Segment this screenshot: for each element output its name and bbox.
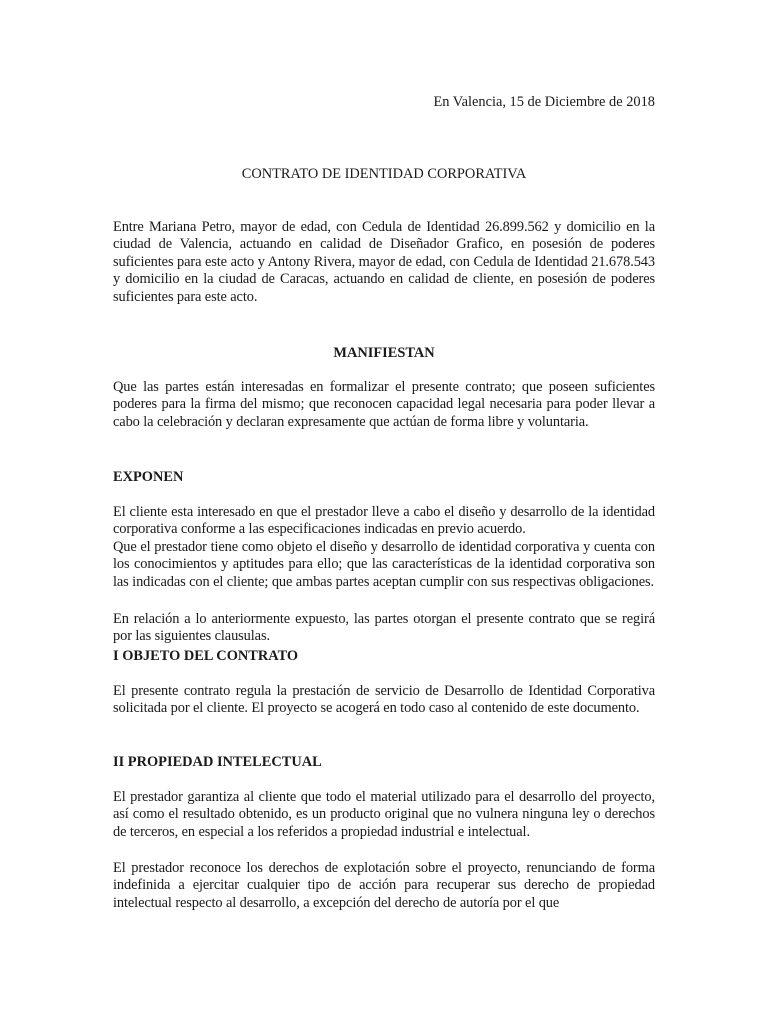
propiedad-heading: II PROPIEDAD INTELECTUAL: [113, 754, 322, 770]
exponen-heading: EXPONEN: [113, 469, 184, 485]
document-title: CONTRATO DE IDENTIDAD CORPORATIVA: [241, 166, 527, 182]
exponen-paragraph-3: En relación a lo anteriormente expuesto, las partes otorgan el presente contrato que se regirá por las siguientes clausulas.: [113, 611, 655, 645]
date-line: En Valencia, 15 de Diciembre de 2018: [433, 94, 655, 110]
propiedad-paragraph-1: El prestador garantiza al cliente que todo el material utilizado para el desarrollo del proyecto, así como el resultado obtenido, es un producto original que no vulnera ninguna ley o derechos de terceros, en especial a los referidos a propiedad industrial e intelectual.: [113, 789, 655, 840]
intro-paragraph: Entre Mariana Petro, mayor de edad, con Cedula de Identidad 26.899.562 y domicilio en la ciudad de Valencia, actuando en calidad de Diseñador Grafico, en posesión de poderes suficientes para este acto y Antony Rivera, mayor de edad, con Cedula de Identidad 21.678.543 y domicilio en la ciudad de Caracas, actuando en calidad de cliente, en posesión de poderes suficientes para este acto.: [113, 219, 655, 305]
propiedad-paragraph-2: El prestador reconoce los derechos de explotación sobre el proyecto, renunciando de forma indefinida a ejercitar cualquier tipo de acción para recuperar sus derecho de propiedad intelectual respecto al desarrollo, a excepción del derecho de autoría por el que: [113, 860, 655, 911]
exponen-paragraph-1: El cliente esta interesado en que el prestador lleve a cabo el diseño y desarrollo de la identidad corporativa conforme a las especificaciones indicadas en previo acuerdo.: [113, 504, 655, 538]
manifiestan-paragraph: Que las partes están interesadas en formalizar el presente contrato; que poseen suficientes poderes para la firma del mismo; que reconocen capacidad legal necesaria para poder llevar a cabo la celebración y declaran expresamente que actúan de forma libre y voluntaria.: [113, 379, 655, 430]
exponen-paragraph-2: Que el prestador tiene como objeto el diseño y desarrollo de identidad corporativa y cuenta con los conocimientos y aptitudes para ello; que las características de la identidad corporativa son las indicadas con el cliente; que ambas partes aceptan cumplir con sus respectivas obligaciones.: [113, 539, 655, 590]
manifiestan-heading: MANIFIESTAN: [333, 345, 435, 361]
objeto-paragraph: El presente contrato regula la prestación de servicio de Desarrollo de Identidad Corporativa solicitada por el cliente. El proyecto se acogerá en todo caso al contenido de este documento.: [113, 683, 655, 717]
objeto-heading: I OBJETO DEL CONTRATO: [113, 648, 299, 664]
